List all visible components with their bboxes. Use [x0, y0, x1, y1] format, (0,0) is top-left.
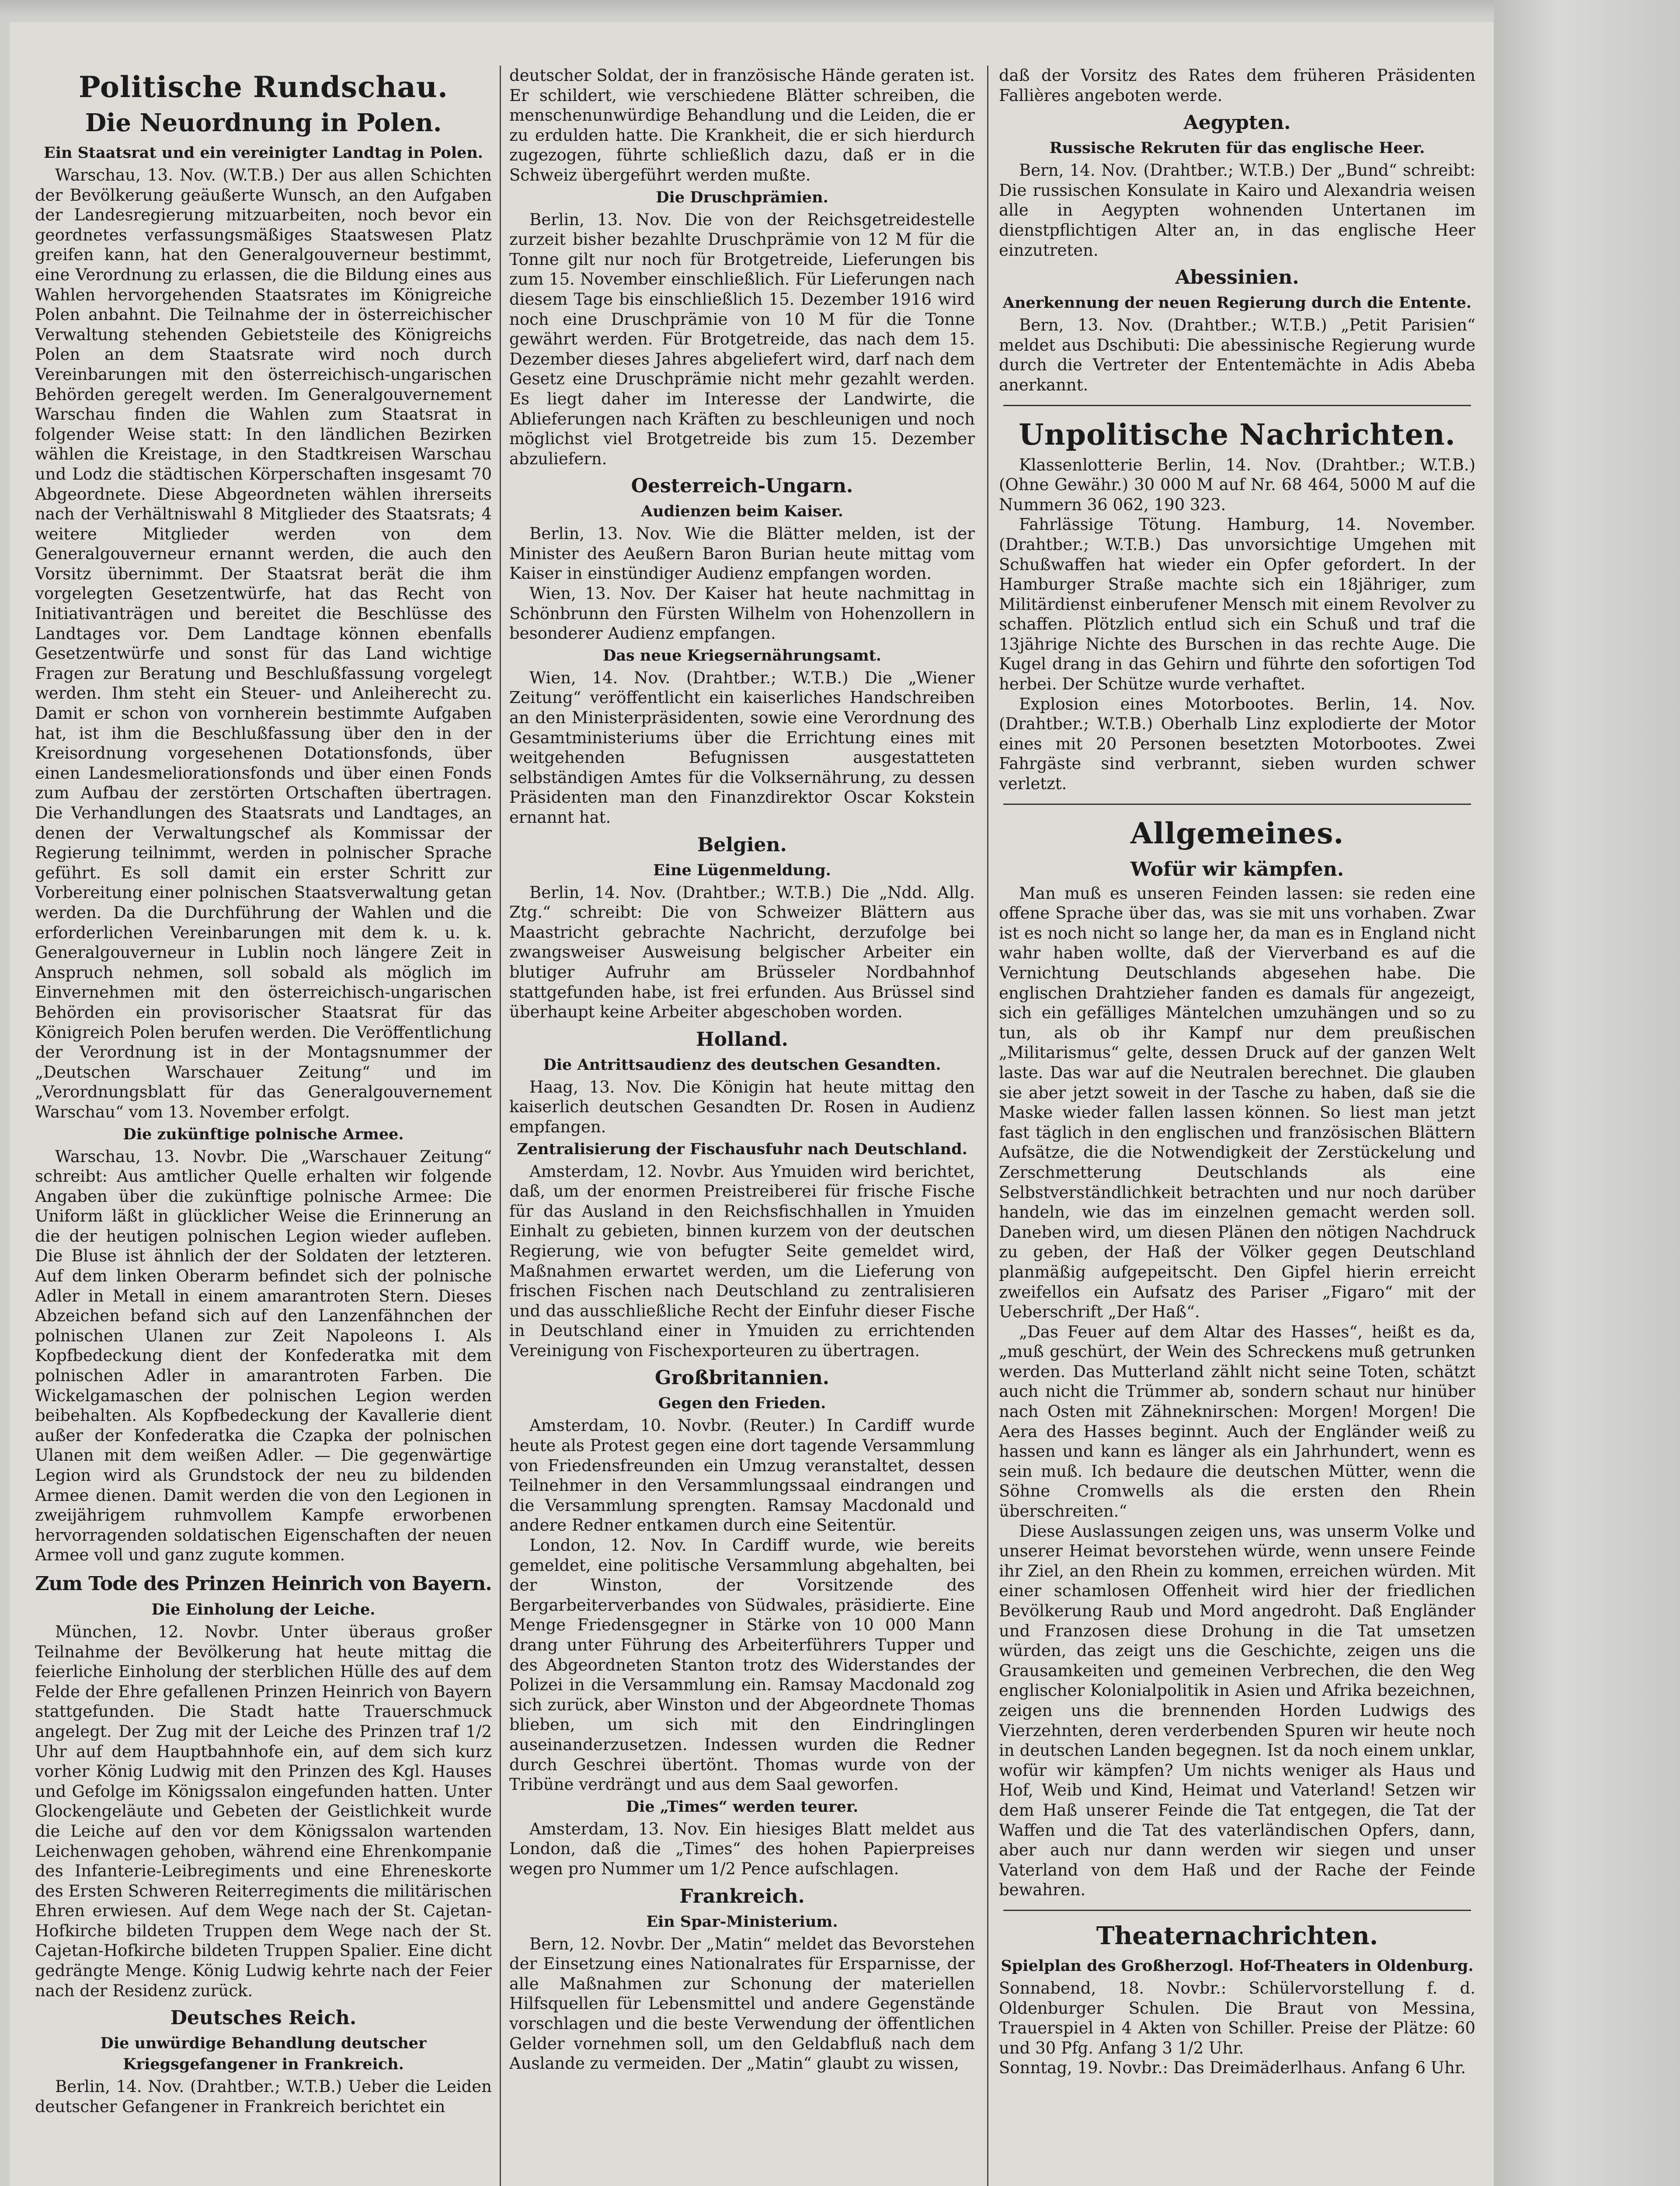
article-paragraph: Warschau, 13. Nov. (W.T.B.) Der aus allen Schichten der Bevölkerung geäußerte Wunsch, an den Aufgaben der Landesregierung mitzuarbeiten, noch bevor ein geordnetes verfassungsmäßiges Staatswesen Platz greifen kann, hat den Generalgouverneur bestimmt, eine Verordnung zu erlassen, die die Bildung eines aus Wahlen hervorgehenden Staatsrates im Königreiche Polen anbahnt. Die Teilnahme der in österreichischer Verwaltung stehenden Gebietsteile des Königreichs Polen an dem Staatsrate wird noch durch Vereinbarungen mit den österreichisch-ungarischen Behörden geregelt werden. Im Generalgouvernement Warschau finden die Wahlen zum Staatsrat in folgender Weise statt: In den ländlichen Bezirken wählen die Kreistage, in den Stadtkreisen Warschau und Lodz die städtischen Körperschaften insgesamt 70 Abgeordnete. Diese Abgeordneten wählen ihrerseits nach der Verhältniswahl 8 Mitglieder des Staatsrats; 4 weitere Mitglieder werden von dem Generalgouverneur ernannt werden, die auch den Vorsitz übernimmt. Der Staatsrat berät die ihm vorgelegten Gesetzentwürfe, hat das Recht von Initiativanträgen und bereitet die Beschlüsse des Landtages vor. Dem Landtage können ebenfalls Gesetzentwürfe und sonst für das Land wichtige Fragen zur Beratung und Beschlußfassung vorgelegt werden. Ihm steht ein Steuer- und Anleiherecht zu. Damit er schon von vornherein bestimmte Aufgaben hat, ist ihm die Beschlußfassung über den in der Kreisordnung vorgesehenen Dotationsfonds, über einen Landesmeliorationsfonds und über einen Fonds zum Aufbau der zerstörten Ortschaften übertragen. Die Verhandlungen des Staatsrats und Landtages, an denen der Verwaltungschef als Kommissar der Regierung teilnimmt, werden in polnischer Sprache geführt. Es soll damit ein erster Schritt zur Vorbereitung einer polnischen Staatsverwaltung getan werden. Da die Durchführung der Wahlen und die erforderlichen Vereinbarungen mit dem k. u. k. Generalgouverneur in Lublin noch längere Zeit in Anspruch nehmen, soll sobald als möglich im Einvernehmen mit den österreichisch-ungarischen Behörden ein provisorischer Staatsrat für das Königreich Polen berufen werden. Die Veröffentlichung der Verordnung ist in der Montagsnummer der „Deutschen Warschauer Zeitung“ und im „Verordnungsblatt für das Generalgouvernement Warschau“ vom 13. November erfolgt.	[35, 166, 492, 1121]
section-heading: Belgien.	[697, 833, 787, 856]
section-divider	[1003, 1910, 1471, 1911]
article-heading: Zum Tode des Prinzen Heinrich von Bayern.	[35, 1572, 492, 1595]
article-heading: Wofür wir kämpfen.	[1130, 858, 1344, 881]
section-heading: Oesterreich-Ungarn.	[631, 475, 853, 498]
section-divider	[1003, 804, 1471, 805]
article-heading: Anerkennung der neuen Regierung durch die Entente.	[1002, 294, 1472, 312]
section-title: Allgemeines.	[1130, 816, 1344, 850]
article-paragraph: „Das Feuer auf dem Altar des Hasses“, heißt es da, „muß geschürt, der Wein des Schreckens muß getrunken werden. Das Mutterland zählt nicht seine Toten, schätzt auch nicht die Trümmer ab, sondern schaut nur hinüber nach Osten mit Zähneknirschen: Morgen! Morgen! Die Aera des Hasses beginnt. Auch der Engländer weiß zu hassen und kann es länger als ein Jahrhundert, wenn es sein muß. Ich bedaure die deutschen Mütter, wenn die Söhne Cromwells als die ersten den Rhein überschreiten.“	[999, 1322, 1475, 1521]
article-paragraph: Amsterdam, 10. Novbr. (Reuter.) In Cardiff wurde heute als Protest gegen eine dort tagende Versammlung von Friedensfreunden ein Umzug veranstaltet, dessen Teilnehmer in den Versammlungssaal eindrangen und die Versammlung sprengten. Ramsay Macdonald und andere Redner entkamen durch eine Seitentür.	[509, 1416, 975, 1535]
article-paragraph: Sonnabend, 18. Novbr.: Schülervorstellung f. d. Oldenburger Schulen. Die Braut von Messina, Trauerspiel in 4 Akten von Schiller. Preise der Plätze: 60 und 30 Pfg. Anfang 3 1/2 Uhr.	[999, 1978, 1475, 2057]
article-paragraph: München, 12. Novbr. Unter überaus großer Teilnahme der Bevölkerung hat heute mittag die feierliche Einholung der sterblichen Hülle des auf dem Felde der Ehre gefallenen Prinzen Heinrich von Bayern stattgefunden. Die Stadt hatte Trauerschmuck angelegt. Der Zug mit der Leiche des Prinzen traf 1/2 Uhr auf dem Hauptbahnhofe ein, auf dem sich kurz vorher König Ludwig mit den Prinzen des Kgl. Hauses und Gefolge im Königssalon eingefunden hatten. Unter Glockengeläute und Gebeten der Geistlichkeit wurde die Leiche auf den vor dem Königssalon wartenden Leichenwagen gehoben, während eine Ehrenkompanie des Infanterie-Leibregiments und eine Ehreneskorte des Ersten Schweren Reiterregiments die militärischen Ehren erwiesen. Auf dem Wege nach der St. Cajetan-Hofkirche bildeten Truppen dem Wege nach der St. Cajetan-Hofkirche bildeten Truppen Spalier. Eine dicht gedrängte Menge. König Ludwig kehrte nach der Feier nach der Residenz zurück.	[35, 1622, 492, 2000]
column-rule	[987, 66, 988, 2186]
column-middle	[509, 66, 975, 2186]
article-subheading: Die Einholung der Leiche.	[151, 1600, 376, 1619]
column-left	[35, 66, 492, 2186]
section-title: Unpolitische Nachrichten.	[1019, 417, 1456, 452]
section-heading: Holland.	[696, 1028, 788, 1051]
article-paragraph: Wien, 14. Nov. (Drahtber.; W.T.B.) Die „Wiener Zeitung“ veröffentlicht ein kaiserliches Handschreiben an den Ministerpräsidenten, sowie eine Verordnung des Gesamtministeriums über die Errichtung eines mit weitgehenden Befugnissen ausgestatteten selbständigen Amtes für die Volksernährung, zu dessen Präsidenten man den Finanzdirektor Oscar Kokstein ernannt hat.	[509, 668, 975, 827]
article-paragraph: daß der Vorsitz des Rates dem früheren Präsidenten Fallières angeboten werde.	[999, 66, 1475, 105]
article-paragraph: deutscher Soldat, der in französische Hände geraten ist. Er schildert, wie verschiedene Blätter schreiben, die menschenunwürdige Behandlung und die Leiden, die er zu erdulden hatte. Die Krankheit, die er sich hierdurch zugezogen, führte schließlich dazu, daß er in die Schweiz übergeführt werden mußte.	[509, 66, 975, 184]
article-heading: Die Druschprämien.	[656, 188, 828, 206]
article-paragraph: Amsterdam, 12. Novbr. Aus Ymuiden wird berichtet, daß, um der enormen Preistreiberei für frische Fische für das Ausland in den Reichsfischhallen in Ymuiden Einhalt zu gebieten, binnen kurzem von der deutschen Regierung, wie von befugter Seite gemeldet wird, Maßnahmen erwartet werden, um die Lieferung von frischen Fischen nach Deutschland zu zentralisieren und das ausschließliche Recht der Einfuhr dieser Fische in Deutschland einer in Ymuiden zu errichtenden Vereinigung von Fischexporteuren zu übertragen.	[509, 1162, 975, 1360]
section-heading: Deutsches Reich.	[170, 2007, 357, 2029]
article-paragraph: Wien, 13. Nov. Der Kaiser hat heute nachmittag in Schönbrunn den Fürsten Wilhelm von Hohenzollern in besonderer Audienz empfangen.	[509, 584, 975, 643]
article-paragraph: Man muß es unseren Feinden lassen: sie reden eine offene Sprache über das, was sie mit uns vorhaben. Zwar ist es noch nicht so lange her, da man es in England nicht wahr haben wollte, daß der Vierverband es auf die Vernichtung Deutschlands abgesehen habe. Die englischen Drahtzieher fanden es damals für angezeigt, sich ein gefälliges Mäntelchen umzuhängen und so zu tun, als ob ihr Kampf nur dem preußischen „Militarismus“ gelte, dessen Druck auf der ganzen Welt laste. Das war auf die Neutralen berechnet. Die glauben sie aber jetzt soweit in der Tasche zu haben, daß sie die Maske wieder fallen lassen können. So liest man jetzt fast täglich in den englischen und französischen Blättern Aufsätze, die die Notwendigkeit der Zerstückelung und Zerschmetterung Deutschlands als eine Selbstverständlichkeit betrachten und nur noch darüber handeln, wie das im einzelnen gemacht werden soll. Daneben wird, um diesen Plänen den nötigen Nachdruck zu geben, der Haß der Völker gegen Deutschland planmäßig aufgepeitscht. Den Gipfel hierin erreicht zweifellos ein Aufsatz des Pariser „Figaro“ mit der Ueberschrift „Der Haß“.	[999, 884, 1475, 1322]
section-divider	[1003, 405, 1471, 406]
section-title: Theaternachrichten.	[1096, 1921, 1378, 1950]
article-heading: Gegen den Frieden.	[658, 1394, 826, 1413]
section-heading: Frankreich.	[679, 1885, 805, 1908]
article-paragraph: Bern, 12. Novbr. Der „Matin“ meldet das Bevorstehen der Einsetzung eines Nationalrates für Ersparnisse, der alle Maßnahmen zur Schonung der materiellen Hilfsquellen für Lebensmittel und andere Gegenstände vorschlagen und die beste Verwendung der öffentlichen Gelder vornehmen soll, um den Geldabfluß nach dem Auslande zu vermeiden. Der „Matin“ glaubt zu wissen,	[509, 1934, 975, 2073]
article-heading: Ein Spar-Ministerium.	[646, 1912, 838, 1931]
section-heading: Abessinien.	[1175, 266, 1299, 289]
article-paragraph: Bern, 13. Nov. (Drahtber.; W.T.B.) „Petit Parisien“ meldet aus Dschibuti: Die abessinische Regierung wurde durch die Vertreter der Ententemächte in Adis Abeba anerkannt.	[999, 316, 1475, 394]
section-heading: Aegypten.	[1183, 111, 1291, 134]
article-heading: Zentralisierung der Fischausfuhr nach Deutschland.	[517, 1140, 967, 1158]
article-paragraph: Berlin, 14. Nov. (Drahtber.; W.T.B.) Ueber die Leiden deutscher Gefangener in Frankreich berichtet ein	[35, 2077, 492, 2116]
article-heading: Das neue Kriegsernährungsamt.	[603, 646, 881, 665]
article-paragraph: Sonntag, 19. Novbr.: Das Dreimäderlhaus. Anfang 6 Uhr.	[999, 2058, 1466, 2078]
article-heading: Russische Rekruten für das englische Heer.	[1049, 139, 1425, 157]
article-paragraph: Amsterdam, 13. Nov. Ein hiesiges Blatt meldet aus London, daß die „Times“ des hohen Papierpreises wegen pro Nummer um 1/2 Pence aufschlagen.	[509, 1819, 975, 1878]
column-right	[999, 66, 1475, 2186]
article-heading: Eine Lügenmeldung.	[653, 861, 831, 879]
article-heading: Spielplan des Großherzogl. Hof-Theaters in Oldenburg.	[1001, 1956, 1474, 1975]
article-heading: Die zukünftige polnische Armee.	[123, 1125, 404, 1143]
main-headline: Die Neuordnung in Polen.	[85, 108, 442, 137]
sub-headline: Ein Staatsrat und ein vereinigter Landtag in Polen.	[44, 144, 483, 162]
article-heading: Die unwürdige Behandlung deutscher Kriegsgefangener in Frankreich.	[100, 2034, 427, 2074]
article-paragraph: Diese Auslassungen zeigen uns, was unserm Volke und unserer Heimat bevorstehen würde, wenn unsere Feinde ihr Ziel, an den Rhein zu kommen, erreichen würden. Mit einer schamlosen Offenheit wird hier der friedlichen Bevölkerung Raub und Mord angedroht. Daß Engländer und Franzosen diese Drohung in die Tat umsetzen würden, das zeigt uns die Geschichte, zeigen uns die Grausamkeiten und gemeinen Verbrechen, die den Weg englischer Kolonialpolitik in Asien und Afrika bezeichnen, zeigen uns die brennenden Horden Ludwigs des Vierzehnten, deren verderbenden Spuren wir heute noch in deutschen Landen begegnen. Ist da noch einem unklar, wofür wir kämpfen? Um nichts weniger als Haus und Hof, Weib und Kind, Heimat und Vaterland! Setzen wir dem Haß unserer Feinde die Tat entgegen, die Tat der Waffen und die Tat des vaterländischen Opfers, dann, aber auch nur dann werden wir siegen und unser Vaterland von dem Haß und der Rache der Feinde bewahren.	[999, 1521, 1475, 1900]
article-paragraph: London, 12. Nov. In Cardiff wurde, wie bereits gemeldet, eine politische Versammlung abgehalten, bei der Winston, der Vorsitzende des Bergarbeiterverbandes von Südwales, präsidierte. Eine Menge Friedensgegner in Stärke von 10 000 Mann drang unter Führung des Arbeiterführers Tupper und des Abgeordneten Stanton trotz des Widerstandes der Polizei in die Versammlung ein. Ramsay Macdonald zog sich zurück, aber Winston und der Abgeordnete Thomas blieben, um sich mit den Eindringlingen auseinanderzusetzen. Indessen wurden die Redner durch Geschrei übertönt. Thomas wurde von der Tribüne verdrängt und aus dem Saal geworfen.	[509, 1536, 975, 1794]
article-paragraph: Berlin, 13. Nov. Wie die Blätter melden, ist der Minister des Aeußern Baron Burian heute mittag vom Kaiser in einstündiger Audienz empfangen worden.	[509, 524, 975, 583]
article-paragraph: Klassenlotterie Berlin, 14. Nov. (Drahtber.; W.T.B.) (Ohne Gewähr.) 30 000 M auf Nr. 68 464, 5000 M auf die Nummern 36 062, 190 323.	[999, 455, 1475, 514]
page-edge-shadow	[1494, 0, 1680, 2186]
article-heading: Die „Times“ werden teurer.	[626, 1797, 859, 1816]
article-paragraph: Berlin, 14. Nov. (Drahtber.; W.T.B.) Die „Ndd. Allg. Ztg.“ schreibt: Die von Schweizer Blättern aus Maastricht gebrachte Nachricht, derzufolge bei zwangsweiser Ausweisung belgischer Arbeiter ein blutiger Aufruhr am Brüsseler Nordbahnhof stattgefunden habe, ist frei erfunden. Aus Brüssel sind überhaupt keine Arbeiter abgeschoben worden.	[509, 883, 975, 1022]
article-paragraph: Bern, 14. Nov. (Drahtber.; W.T.B.) Der „Bund“ schreibt: Die russischen Konsulate in Kairo und Alexandria weisen alle in Aegypten wohnenden Untertanen im dienstpflichtigen Alter an, in das englische Heer einzutreten.	[999, 161, 1475, 260]
section-heading: Großbritannien.	[654, 1367, 830, 1389]
article-paragraph: Haag, 13. Nov. Die Königin hat heute mittag den kaiserlich deutschen Gesandten Dr. Rosen in Audienz empfangen.	[509, 1077, 975, 1136]
page-fold-shadow	[0, 0, 1680, 17]
column-rule	[500, 66, 501, 2186]
article-paragraph: Warschau, 13. Novbr. Die „Warschauer Zeitung“ schreibt: Aus amtlicher Quelle erhalten wir folgende Angaben über die zukünftige polnische Armee: Die Uniform läßt in glücklicher Weise die Erinnerung an die der heutigen polnischen Legion wieder aufleben. Die Bluse ist ähnlich der der Soldaten der letzteren. Auf dem linken Oberarm befindet sich der polnische Adler in Metall in einem amarantroten Stern. Dieses Abzeichen befand sich auf den Lanzenfähnchen der polnischen Ulanen zur Zeit Napoleons I. Als Kopfbedeckung dient der Konfederatka mit dem polnischen Adler in amarantroten Farben. Die Wickelgamaschen der polnischen Legion werden beibehalten. Als Kopfbedeckung der Kavallerie dient außer der Konfederatka die Czapka der polnischen Ulanen mit dem weißen Adler. — Die gegenwärtige Legion wird als Grundstock der neu zu bildenden Armee dienen. Damit werden die von den Legionen in zweijährigem ruhmvollem Kampfe erworbenen hervorragenden soldatischen Eigenschaften der neuen Armee voll und ganz zugute kommen.	[35, 1147, 492, 1565]
article-heading: Die Antrittsaudienz des deutschen Gesandten.	[543, 1055, 941, 1074]
article-paragraph: Explosion eines Motorbootes. Berlin, 14. Nov. (Drahtber.; W.T.B.) Oberhalb Linz explodierte der Motor eines mit 20 Personen besetzten Motorbootes. Zwei Fahrgäste sind verbrannt, sieben wurden schwer verletzt.	[999, 694, 1475, 794]
article-heading: Audienzen beim Kaiser.	[641, 502, 843, 521]
section-title: Politische Rundschau.	[79, 70, 448, 104]
article-paragraph: Berlin, 13. Nov. Die von der Reichsgetreidestelle zurzeit bisher bezahlte Druschprämie von 12 M für die Tonne gilt nur noch für Brotgetreide, Lieferungen bis zum 15. November einschließlich. Für Lieferungen nach diesem Tage bis einschließlich 15. Dezember 1916 wird noch eine Druschprämie von 10 M für die Tonne gewährt werden. Für Brotgetreide, das nach dem 15. Dezember dieses Jahres abgeliefert wird, darf nach dem Gesetz eine Druschprämie nicht mehr gezahlt werden. Es liegt daher im Interesse der Landwirte, die Ablieferungen nach Kräften zu beschleunigen und noch möglichst viel Brotgetreide bis zum 15. Dezember abzuliefern.	[509, 210, 975, 468]
article-paragraph: Fahrlässige Tötung. Hamburg, 14. November. (Drahtber.; W.T.B.) Das unvorsichtige Umgehen mit Schußwaffen hat wieder ein Opfer gefordert. In der Hamburger Straße machte sich ein 18jähriger, zum Militärdienst einberufener Mensch mit einem Revolver zu schaffen. Plötzlich entlud sich ein Schuß und traf die 13jährige Nichte des Burschen in das rechte Auge. Die Kugel drang in das Gehirn und führte den sofortigen Tod herbei. Der Schütze wurde verhaftet.	[999, 515, 1475, 694]
